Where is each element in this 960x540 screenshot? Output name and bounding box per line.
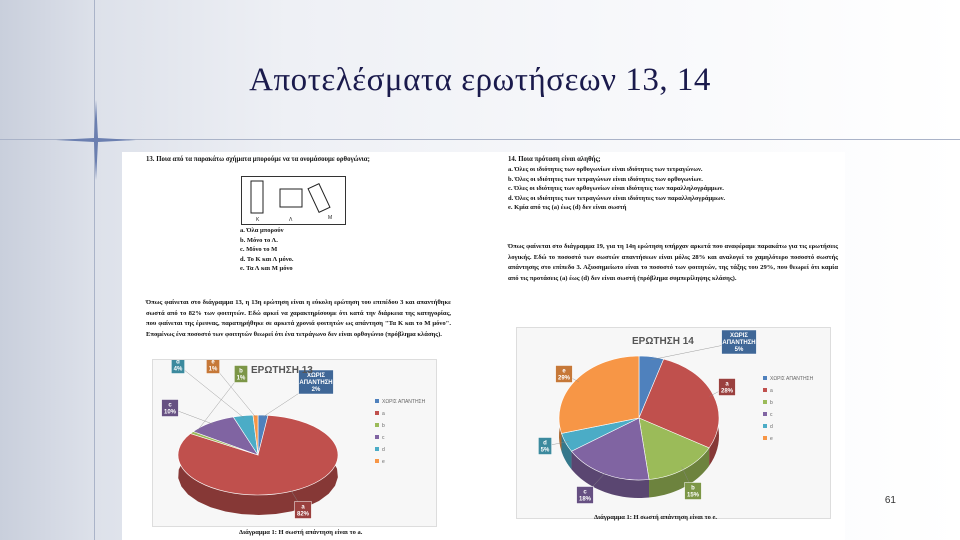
legend-label: c bbox=[770, 412, 773, 418]
svg-text:ΧΩΡΙΣ: ΧΩΡΙΣ bbox=[306, 373, 326, 379]
option-d: d. Το Κ και Λ μόνο. bbox=[240, 255, 294, 263]
svg-text:a: a bbox=[725, 381, 729, 388]
caption-14: Διάγραμμα 1: Η σωστή απάντηση είναι το e. bbox=[594, 514, 717, 521]
legend-swatch bbox=[763, 388, 767, 392]
svg-text:c: c bbox=[168, 402, 172, 409]
data-label-d bbox=[538, 438, 551, 455]
legend-swatch bbox=[375, 399, 379, 403]
shape-label-l: Λ bbox=[289, 217, 293, 223]
option-b: b. Όλες οι ιδιότητες των τετραγώνων είναι ιδιότητες των ορθογωνίων. bbox=[508, 175, 703, 183]
svg-text:82%: 82% bbox=[296, 511, 310, 518]
option-c: c. Όλες οι ιδιότητες των ορθογωνίων είναι ιδιότητες των παραλληλογράμμων. bbox=[508, 185, 724, 192]
option-e: e. Τα Λ και Μ μόνο bbox=[240, 265, 293, 272]
legend-swatch bbox=[375, 435, 379, 439]
option-c: c. Μόνο το Μ bbox=[240, 246, 278, 253]
question-13: 13. Ποια από τα παρακάτω σχήματα μπορούμε να τα ονομάσουμε ορθογώνια; bbox=[146, 156, 370, 163]
legend-label: b bbox=[770, 400, 773, 406]
option-a: a. Όλες οι ιδιότητες των ορθογωνίων είναι ιδιότητες των τετραγώνων. bbox=[508, 166, 703, 173]
svg-text:e: e bbox=[562, 368, 566, 375]
svg-text:c: c bbox=[583, 489, 587, 496]
legend-label: e bbox=[770, 436, 773, 442]
svg-text:5%: 5% bbox=[540, 447, 550, 454]
slide-number: 61 bbox=[884, 495, 896, 506]
data-label-a bbox=[719, 379, 736, 396]
option-e: e. Κμία από τις (a) έως (d) δεν είναι σωστή bbox=[508, 204, 627, 211]
svg-text:28%: 28% bbox=[720, 388, 734, 395]
svg-text:b: b bbox=[691, 485, 695, 492]
svg-text:4%: 4% bbox=[173, 366, 183, 373]
legend-swatch bbox=[763, 436, 767, 440]
document-page bbox=[122, 152, 845, 540]
chart-title: ΕΡΩΤΗΣΗ 14 bbox=[632, 336, 694, 347]
option-d: d. Όλες οι ιδιότητες των τετραγώνων είναι ιδιότητες των παραλληλογράμμων. bbox=[508, 194, 726, 202]
data-label-d bbox=[171, 360, 184, 374]
legend-label: d bbox=[382, 447, 385, 453]
decor-horizontal-line bbox=[0, 139, 960, 140]
data-label-b bbox=[685, 483, 702, 500]
chart-13-box bbox=[152, 359, 437, 527]
chart-14 bbox=[517, 328, 830, 518]
legend-swatch bbox=[763, 424, 767, 428]
question-14: 14. Ποια πρόταση είναι αληθής; bbox=[508, 156, 601, 163]
shape-label-k: K bbox=[256, 217, 260, 223]
legend-swatch bbox=[375, 411, 379, 415]
svg-text:ΑΠΑΝΤΗΣΗ: ΑΠΑΝΤΗΣΗ bbox=[722, 340, 756, 346]
svg-text:ΑΠΑΝΤΗΣΗ: ΑΠΑΝΤΗΣΗ bbox=[299, 380, 333, 386]
data-label-χωρις-απαντηση bbox=[722, 330, 757, 354]
paragraph-13: Όπως φαίνεται στο διάγραμμα 13, η 13η ερώτηση είναι η εύκολη ερώτηση του επιπέδου 3 και απαντήθηκε σωστά από το 82% των φοιτητών. Εδώ αρκεί να χαρακτηρίσουμε ότι κατά την διάρκεια της κατηγορίας, που φαίνεται της έρευνας, παρατηρήθηκε σε αρκετά χρονιά φοιτητών ως απάντηση "Τα Κ και το Μ μόνο". Επομένως ένα ποσοστό των φοιτητών θεωρεί ότι ένα τετράγωνο δεν είναι ορθογώνιο (πρόβλημα κλάσης). bbox=[146, 299, 451, 338]
svg-text:1%: 1% bbox=[208, 366, 218, 373]
legend-label: e bbox=[382, 459, 385, 465]
data-label-e bbox=[556, 366, 573, 383]
legend-swatch bbox=[763, 376, 767, 380]
svg-text:29%: 29% bbox=[557, 375, 571, 382]
caption-13: Διάγραμμα 1: Η σωστή απάντηση είναι το a. bbox=[239, 529, 363, 536]
option-a: a. Όλα μπορούν bbox=[240, 227, 284, 234]
shape-label-m: M bbox=[328, 215, 333, 221]
legend-label: a bbox=[770, 388, 773, 394]
data-label-c bbox=[162, 400, 179, 417]
svg-text:e: e bbox=[211, 360, 215, 366]
legend-label: ΧΩΡΙΣ ΑΠΑΝΤΗΣΗ bbox=[382, 399, 426, 405]
options-14 bbox=[508, 165, 828, 213]
option-b: b. Μόνο το Λ. bbox=[240, 236, 278, 244]
svg-text:d: d bbox=[176, 360, 180, 366]
chart-title: ΕΡΩΤΗΣΗ 13 bbox=[251, 365, 313, 376]
legend-swatch bbox=[375, 447, 379, 451]
options-13 bbox=[240, 226, 390, 274]
svg-text:15%: 15% bbox=[686, 492, 700, 499]
data-label-a bbox=[295, 502, 312, 519]
svg-text:2%: 2% bbox=[311, 387, 321, 393]
data-label-b bbox=[234, 366, 247, 383]
legend-label: c bbox=[382, 435, 385, 441]
svg-text:5%: 5% bbox=[734, 347, 744, 353]
chart-14-box bbox=[516, 327, 831, 519]
legend-label: a bbox=[382, 411, 385, 417]
slide-title: Αποτελέσματα ερωτήσεων 13, 14 bbox=[249, 62, 711, 98]
legend-label: d bbox=[770, 424, 773, 430]
svg-text:d: d bbox=[543, 440, 547, 447]
chart-13 bbox=[153, 360, 436, 526]
legend-label: b bbox=[382, 423, 385, 429]
data-label-c bbox=[577, 487, 594, 504]
rectangles-figure bbox=[241, 176, 346, 225]
svg-text:ΧΩΡΙΣ: ΧΩΡΙΣ bbox=[729, 333, 749, 339]
svg-text:1%: 1% bbox=[236, 375, 246, 382]
svg-text:b: b bbox=[239, 368, 243, 375]
svg-text:10%: 10% bbox=[163, 409, 177, 416]
data-label-e bbox=[206, 360, 219, 374]
svg-text:18%: 18% bbox=[578, 496, 592, 503]
legend-label: ΧΩΡΙΣ ΑΠΑΝΤΗΣΗ bbox=[770, 376, 814, 382]
legend-swatch bbox=[763, 412, 767, 416]
legend-swatch bbox=[375, 459, 379, 463]
paragraph-14: Όπως φαίνεται στο διάγραμμα 19, για τη 14η ερώτηση υπήρχαν αρκετά που αναφέραμε παρακάτω για τις ερωτήσεις λογικής. Εδώ το ποσοστό των σωστών απαντήσεων είναι μόλις 28% και αναλογεί το χαμηλότερο ποσοστό σωστής απάντησης στο επίπεδο 3. Αξιοσημείωτο είναι το ποσοστό των φοιτητών, της τάξης του 29%, που θεωρεί ότι καμία από τις προτάσεις (a) έως (d) δεν είναι σωστή (πρόβλημα συμπερίληψης κλάσης). bbox=[508, 243, 838, 282]
svg-text:a: a bbox=[301, 504, 305, 511]
legend-swatch bbox=[763, 400, 767, 404]
legend-swatch bbox=[375, 423, 379, 427]
